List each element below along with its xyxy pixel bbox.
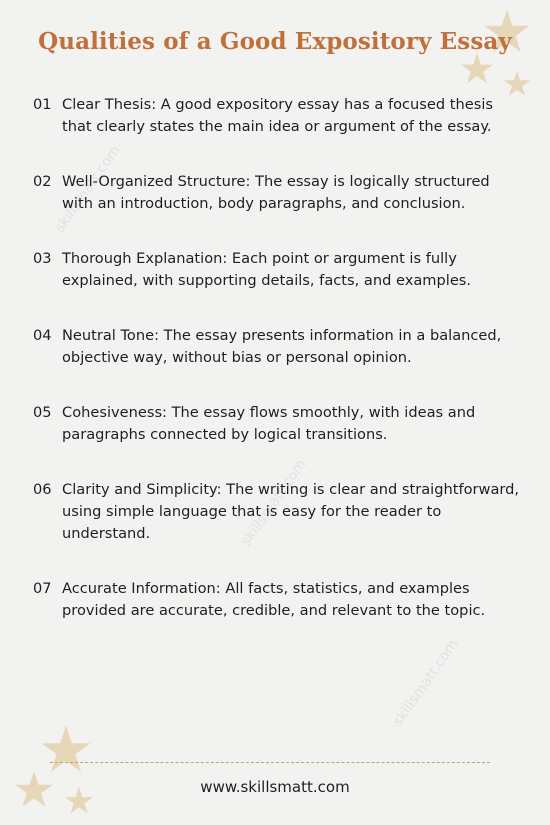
list-item [33,578,523,622]
item-text: Neutral Tone: The essay presents information in a balanced, objective way, without bias or personal opinion. [62,327,502,366]
watermark: skillsmatt.com [52,142,124,236]
item-number: 01 [33,96,52,113]
list-item [33,479,523,545]
item-text: Clear Thesis: A good expository essay has a focused thesis that clearly states the main idea or argument of the essay. [62,96,494,135]
list-item [33,402,523,446]
item-number: 05 [33,404,52,421]
star-icon [460,52,494,86]
item-text: Well-Organized Structure: The essay is logically structured with an introduction, body paragraphs, and conclusion. [62,173,490,212]
item-text: Clarity and Simplicity: The writing is clear and straightforward, using simple language that is easy for the reader to understand. [62,481,520,542]
item-number: 06 [33,481,52,498]
dashed-divider [50,762,490,763]
item-text: Cohesiveness: The essay flows smoothly, with ideas and paragraphs connected by logical transitions. [62,404,476,443]
list-item [33,325,523,369]
qualities-list [33,94,523,655]
list-item [33,248,523,292]
footer-url[interactable]: www.skillsmatt.com [200,778,350,796]
list-item [33,171,523,215]
item-text: Thorough Explanation: Each point or argument is fully explained, with supporting details, facts, and examples. [62,250,472,289]
item-number: 03 [33,250,52,267]
watermark: skillsmatt.com [238,456,310,550]
star-icon [40,724,92,776]
item-number: 02 [33,173,52,190]
page-title: Qualities of a Good Expository Essay [38,28,512,55]
item-number: 04 [33,327,52,344]
list-item [33,94,523,138]
item-text: Accurate Information: All facts, statistics, and examples provided are accurate, credible, and relevant to the topic. [62,580,486,619]
item-number: 07 [33,580,52,597]
watermark: skillsmatt.com [390,636,462,730]
